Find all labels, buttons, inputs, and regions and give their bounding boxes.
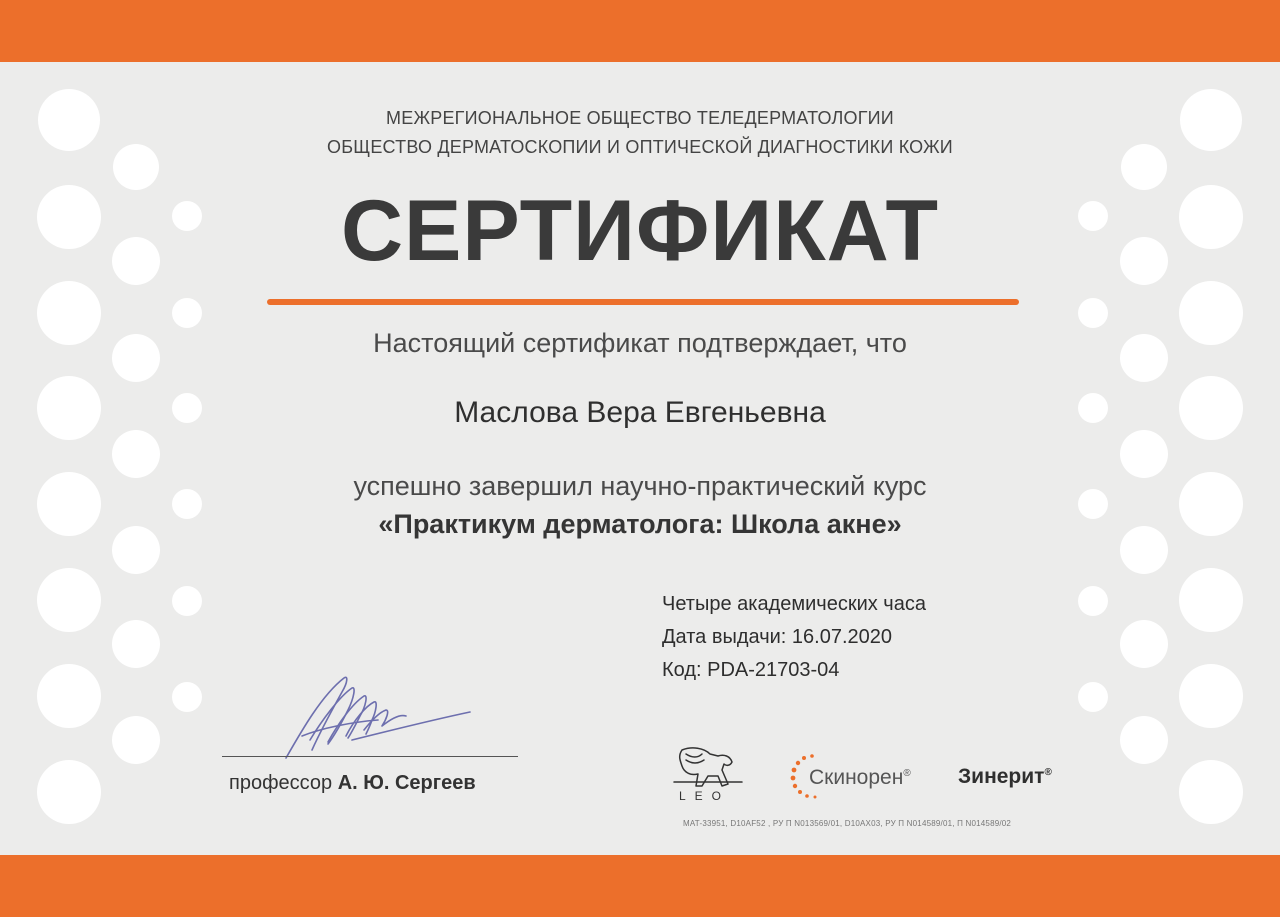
hours-text: Четыре академических часа bbox=[662, 593, 926, 615]
left-dot-pattern bbox=[0, 62, 200, 855]
org-name-1: МЕЖРЕГИОНАЛЬНОЕ ОБЩЕСТВО ТЕЛЕДЕРМАТОЛОГИИ bbox=[386, 108, 894, 128]
bottom-orange-band bbox=[0, 855, 1280, 917]
issue-date: Дата выдачи: 16.07.2020 bbox=[662, 626, 892, 648]
top-orange-band bbox=[0, 0, 1280, 62]
recipient-name: Маслова Вера Евгеньевна bbox=[454, 396, 826, 429]
course-name: «Практикум дерматолога: Школа акне» bbox=[378, 509, 902, 539]
org-name-2: ОБЩЕСТВО ДЕРМАТОСКОПИИ И ОПТИЧЕСКОЙ ДИАГНОСТИКИ КОЖИ bbox=[327, 137, 953, 157]
signer-name: А. Ю. Сергеев bbox=[337, 772, 476, 794]
certificate-details bbox=[662, 588, 926, 687]
confirm-text: Настоящий сертификат подтверждает, что bbox=[373, 328, 907, 358]
signature-image bbox=[282, 670, 482, 762]
signature-line bbox=[222, 756, 518, 757]
certificate-code: Код: PDA-21703-04 bbox=[662, 659, 840, 681]
skinoren-wordmark: Скинорен® bbox=[809, 766, 911, 789]
registration-numbers: MAT-33951, D10AF52 , РУ П N013569/01, D10AX03, РУ П N014589/01, П N014589/02 bbox=[683, 819, 1012, 828]
certificate-title: СЕРТИФИКАТ bbox=[340, 183, 940, 279]
right-dot-pattern bbox=[1080, 62, 1280, 855]
completion-text: успешно завершил научно-практический курс bbox=[353, 471, 927, 501]
organization-names bbox=[0, 104, 1280, 162]
signer-title: профессор bbox=[229, 772, 333, 794]
zinerit-wordmark: Зинерит® bbox=[958, 765, 1052, 788]
title-underline bbox=[267, 299, 1019, 305]
signer bbox=[229, 772, 476, 795]
leo-text: LEO bbox=[679, 789, 731, 803]
